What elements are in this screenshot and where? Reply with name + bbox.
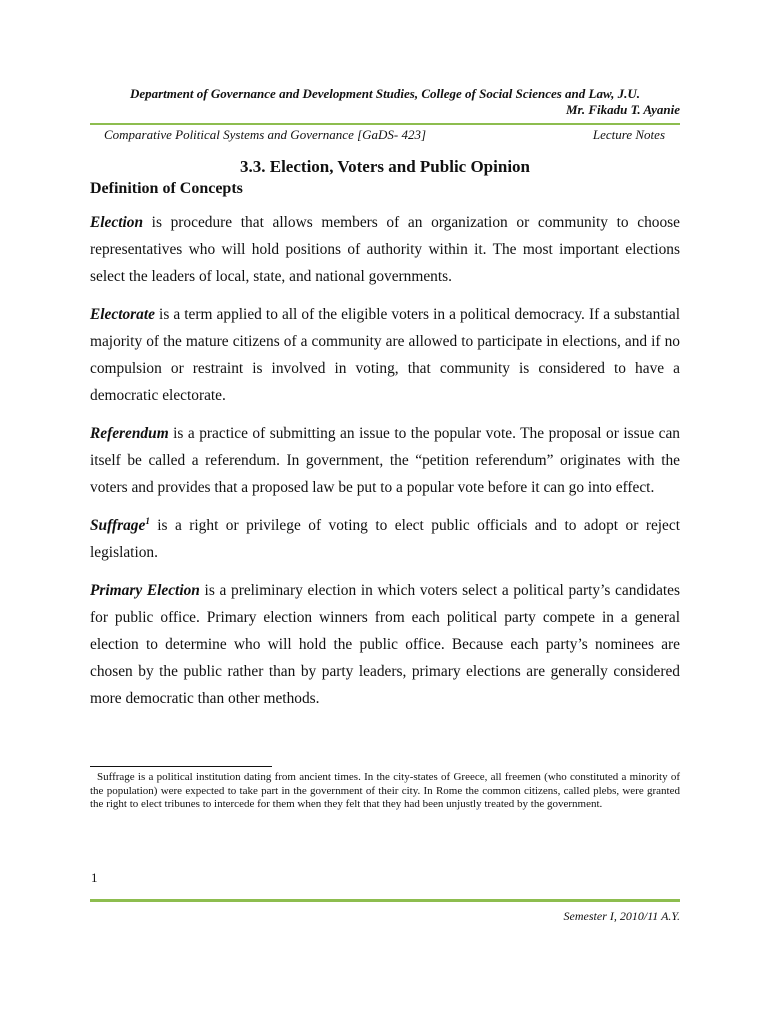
definition-term: Primary Election bbox=[90, 582, 200, 599]
header-doc-type: Lecture Notes bbox=[592, 127, 665, 142]
definition-text: is a right or privilege of voting to elect public officials and to adopt or reject legislation. bbox=[90, 517, 680, 561]
header-author: Mr. Fikadu T. Ayanie bbox=[565, 102, 680, 117]
footnote-text: Suffrage is a political institution dating from ancient times. In the city-states of Greece, all freemen (who constituted a minority of the population) were expected to take part in the government of their city. In Rome the common citizens, called plebs, were granted the right to elect tribunes to intercede for them when they felt that they had been unjustly treated by the government. bbox=[90, 771, 680, 810]
definition-text: is a practice of submitting an issue to the popular vote. The proposal or issue can itself be called a referendum. In government, the “petition referendum” originates with the voters and provides that a proposed law be put to a popular vote before it can go into effect. bbox=[90, 425, 680, 496]
footnote-marker[interactable]: 1 bbox=[145, 515, 150, 526]
document-body bbox=[90, 209, 680, 723]
footnote-divider bbox=[90, 766, 272, 767]
footer-divider bbox=[90, 899, 680, 902]
definition-election bbox=[90, 209, 680, 290]
footnote bbox=[90, 771, 680, 812]
definition-text: is a preliminary election in which voters select a political party’s candidates for public office. Primary election winners from each political party compete in a general election to determine who will hold the public office. Because each party’s nominees are chosen by the public rather than by party leaders, primary elections are generally considered more democratic than other methods. bbox=[90, 582, 680, 707]
header-course-title: Comparative Political Systems and Governance [GaDS- 423] bbox=[104, 127, 427, 142]
definition-term: Referendum bbox=[90, 425, 169, 442]
definition-suffrage bbox=[90, 512, 680, 566]
definition-text: is a term applied to all of the eligible voters in a political democracy. If a substantial majority of the mature citizens of a community are allowed to participate in elections, and if no compulsion or restraint is involved in voting, that community is considered to have a democratic electorate. bbox=[90, 306, 680, 404]
section-title: 3.3. Election, Voters and Public Opinion bbox=[240, 157, 530, 176]
header-divider bbox=[90, 123, 680, 125]
definition-electorate bbox=[90, 301, 680, 409]
page-number: 1 bbox=[91, 870, 98, 885]
section-subheading: Definition of Concepts bbox=[90, 180, 243, 197]
definition-term: Suffrage bbox=[90, 517, 146, 534]
definition-primary-election bbox=[90, 577, 680, 712]
definition-term: Electorate bbox=[90, 306, 155, 323]
header-department: Department of Governance and Development Studies, College of Social Sciences and Law, J.U. bbox=[129, 86, 641, 101]
definition-referendum bbox=[90, 420, 680, 501]
definition-text: is procedure that allows members of an organization or community to choose representatives who will hold positions of authority within it. The most important elections select the leaders of local, state, and national governments. bbox=[90, 214, 680, 285]
definition-term: Election bbox=[90, 214, 144, 231]
footer-semester: Semester I, 2010/11 A.Y. bbox=[563, 909, 680, 923]
